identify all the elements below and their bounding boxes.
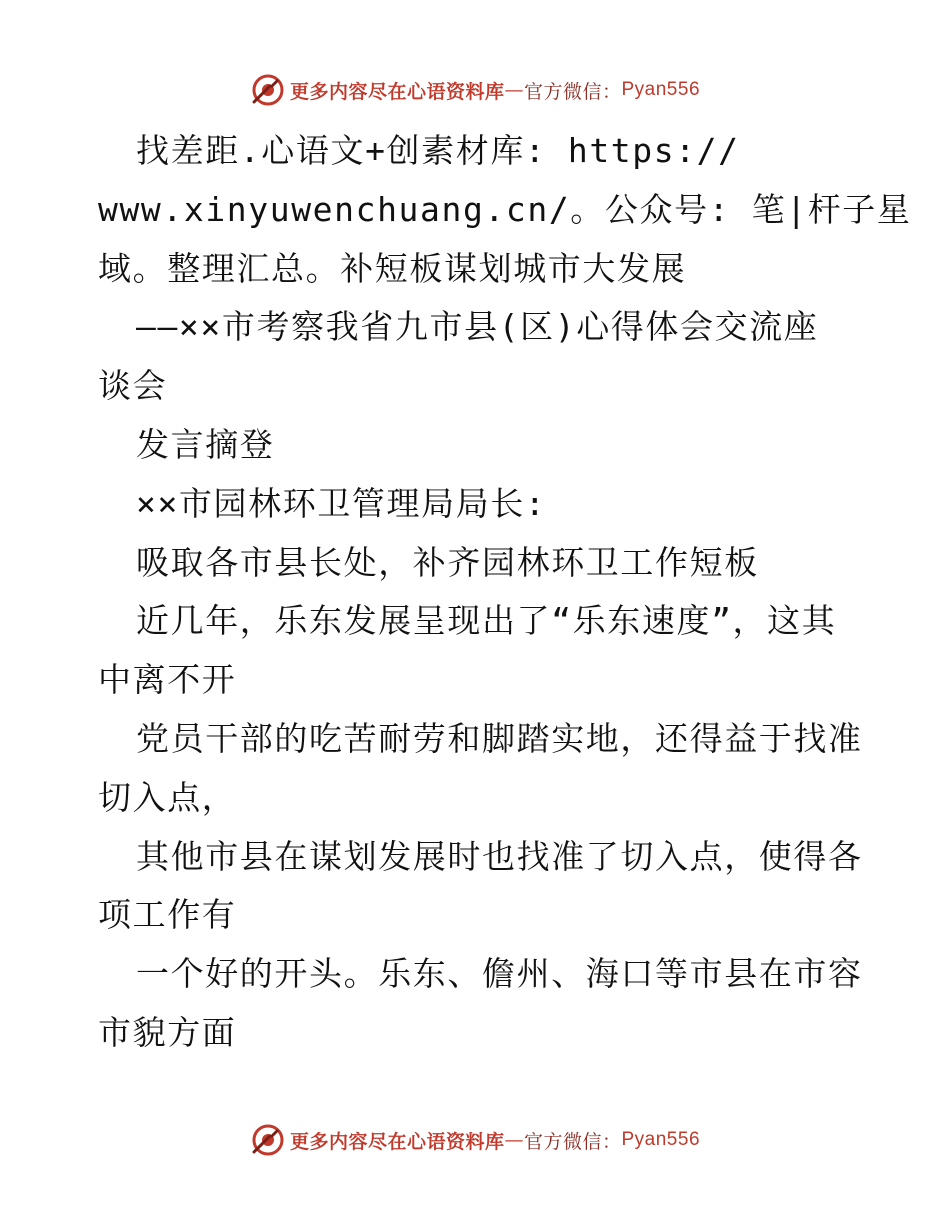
banner-main-text: 更多内容尽在心语资料库	[289, 80, 505, 103]
text-line: 市貌方面	[98, 1012, 237, 1052]
text-line: 找差距.心语文+创素材库: https://	[136, 131, 740, 170]
header-banner	[0, 70, 950, 110]
brand-logo-icon	[250, 1122, 286, 1158]
text-line: 党员干部的吃苦耐劳和脚踏实地，还得益于找准	[136, 718, 863, 758]
banner-wechat-label: 官方微信：	[523, 1130, 622, 1153]
text-line: 切入点，	[98, 777, 237, 817]
text-line: 项工作有	[98, 895, 237, 935]
text-line: 中离不开	[98, 660, 237, 700]
banner-dash: —	[504, 1129, 524, 1151]
document-body	[98, 122, 912, 1063]
text-line: 发言摘登	[136, 424, 275, 464]
text-line: 谈会	[98, 366, 168, 406]
text-line: 其他市县在谋划发展时也找准了切入点，使得各	[136, 836, 863, 876]
brand-logo-icon	[250, 72, 286, 108]
footer-banner	[0, 1120, 950, 1160]
text-line: 吸取各市县长处，补齐园林环卫工作短板	[136, 542, 759, 582]
banner-dash: —	[504, 79, 524, 101]
text-line: www.xinyuwenchuang.cn/。公众号: 笔|杆子星	[98, 189, 912, 229]
banner-wechat-label: 官方微信：	[523, 80, 622, 103]
banner-wechat-id: Pyan556	[621, 1129, 701, 1150]
text-line: ——××市考察我省九市县(区)心得体会交流座	[136, 307, 819, 347]
text-line: 近几年，乐东发展呈现出了“乐东速度”，这其	[136, 601, 837, 641]
banner-wechat-id: Pyan556	[621, 79, 701, 100]
text-line: 域。整理汇总。补短板谋划城市大发展	[98, 248, 687, 288]
text-line: 一个好的开头。乐东、儋州、海口等市县在市容	[136, 954, 863, 994]
banner-main-text: 更多内容尽在心语资料库	[289, 1130, 505, 1153]
text-line: ××市园林环卫管理局局长:	[136, 483, 547, 523]
